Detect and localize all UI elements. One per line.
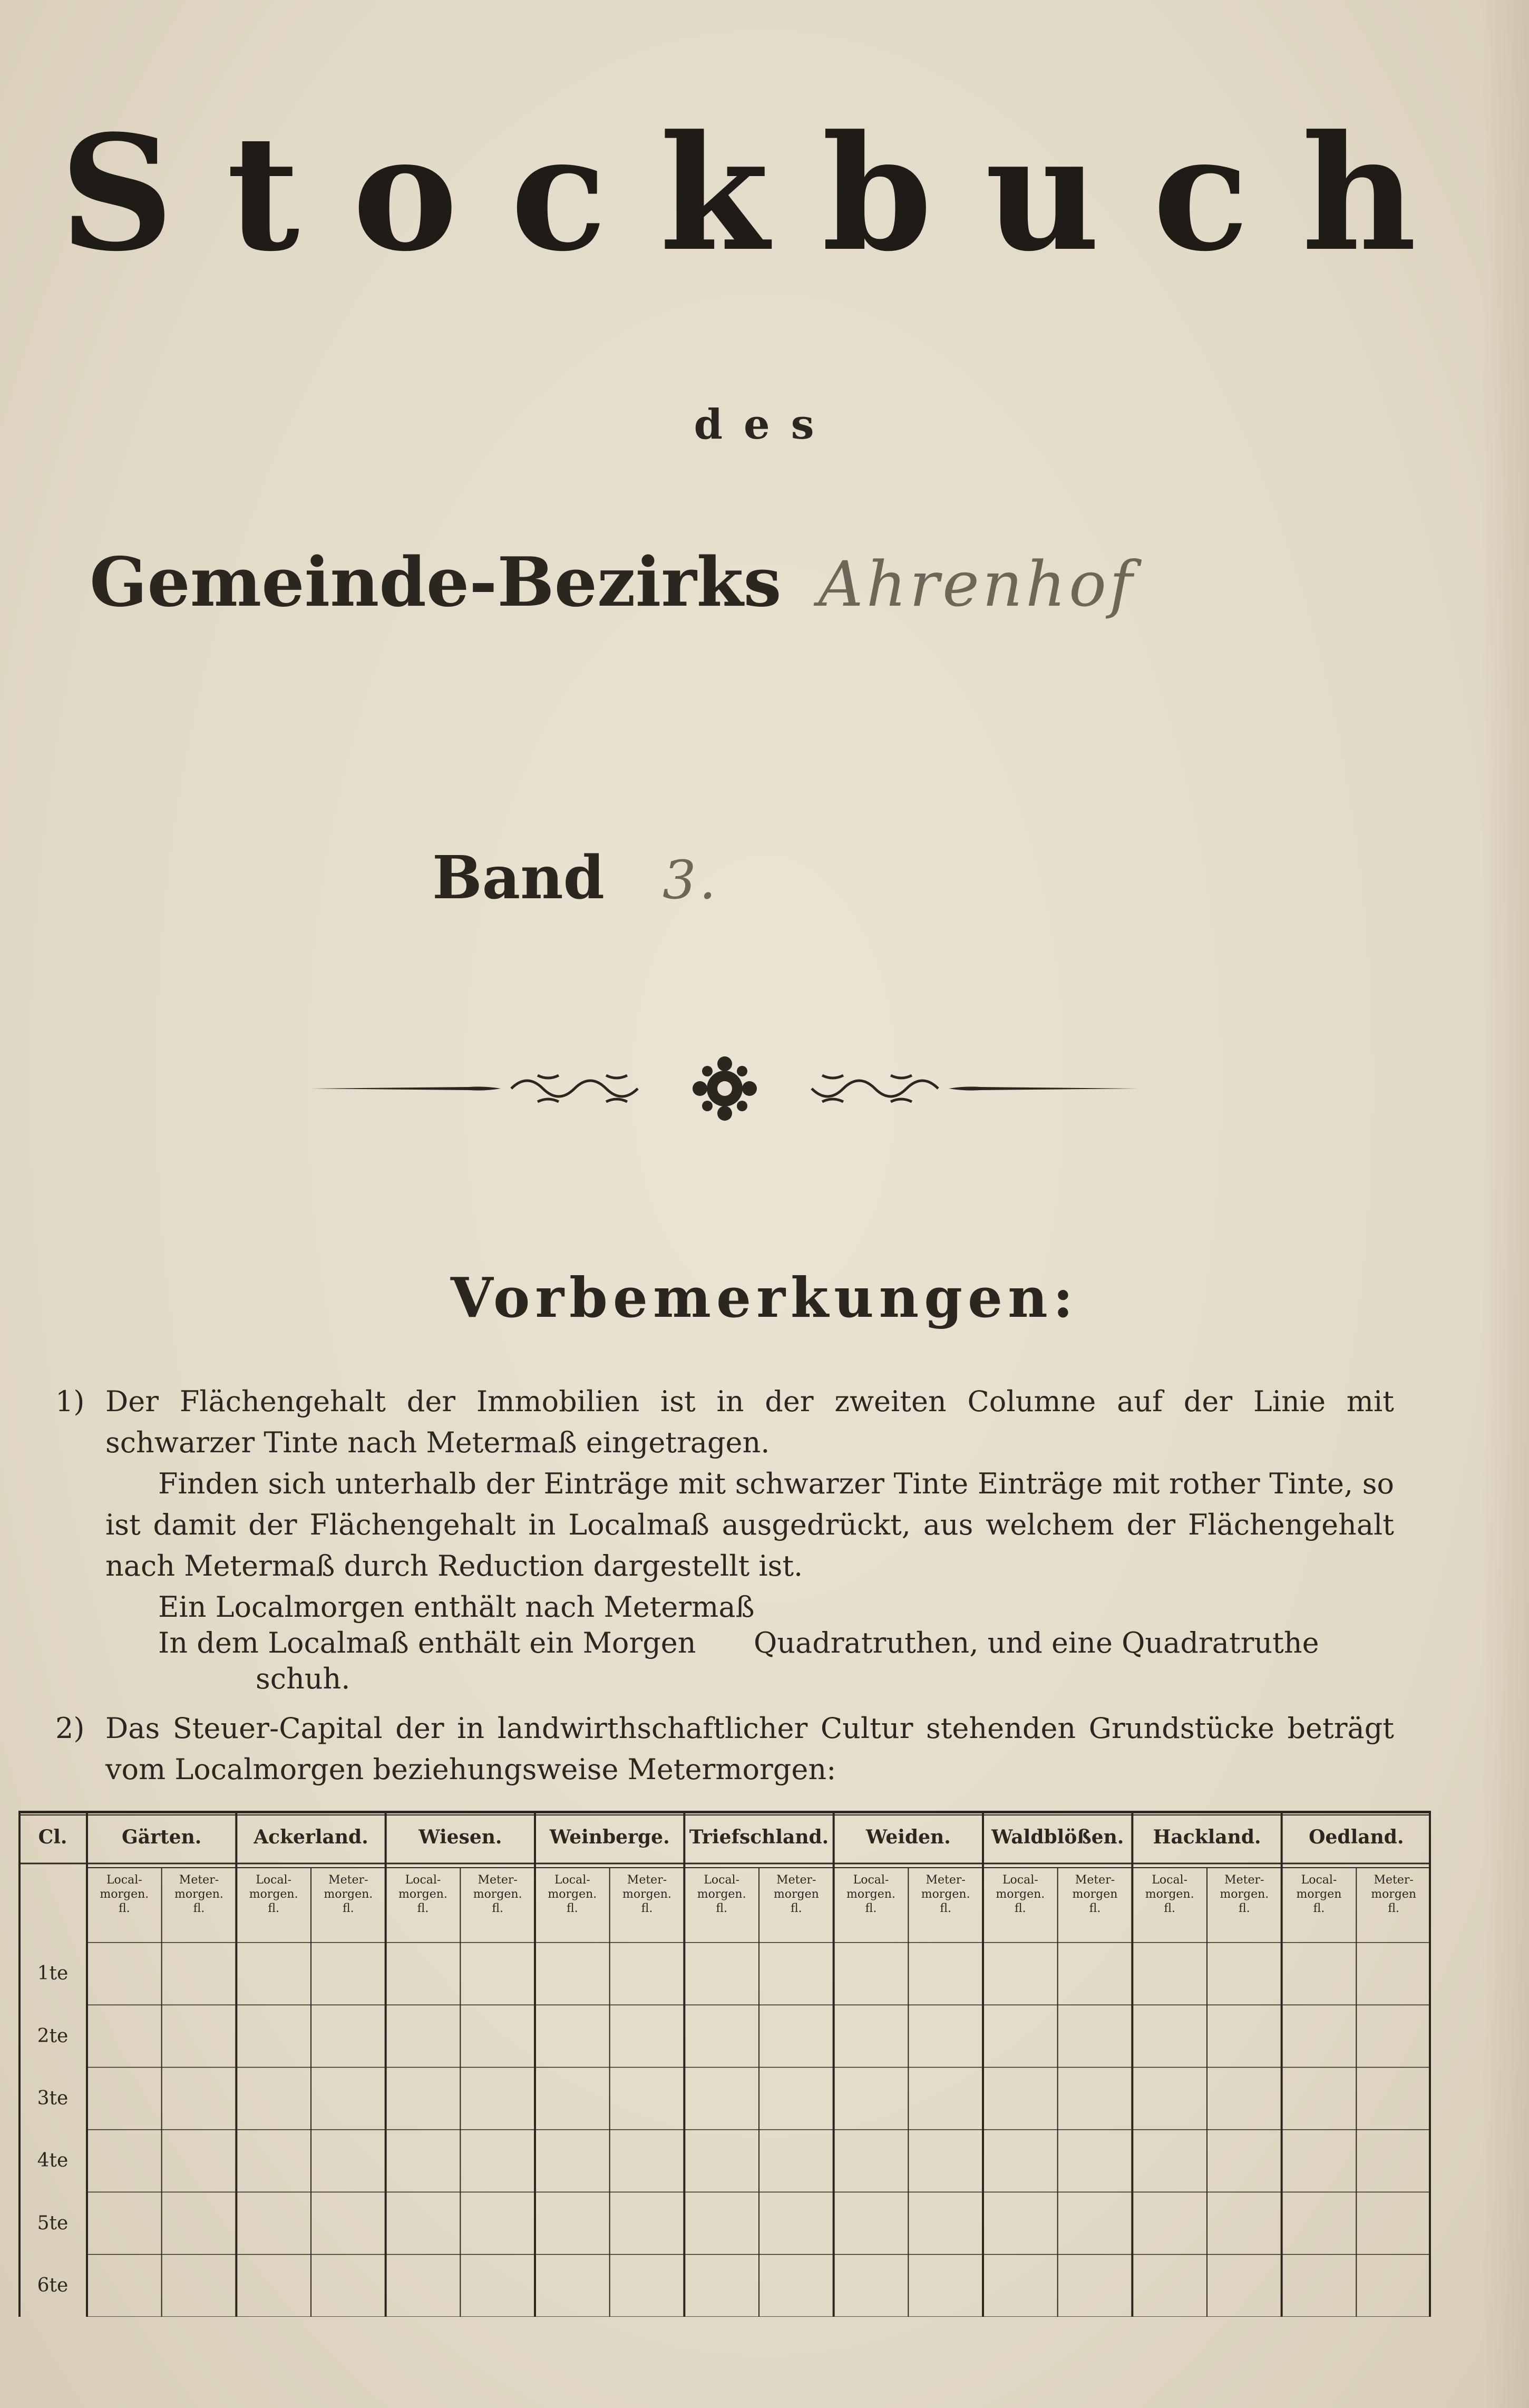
group-header: Weiden. bbox=[865, 1826, 951, 1848]
note-1-morgen-line: In dem Localmaß enthält ein Morgen bbox=[158, 1626, 696, 1659]
group-header: Hackland. bbox=[1153, 1826, 1261, 1848]
volume-line bbox=[432, 843, 719, 912]
sub-column-header: Meter- morgen. fl. bbox=[174, 1873, 223, 1915]
group-header: Wiesen. bbox=[418, 1826, 502, 1848]
sub-column-header: Meter- morgen. fl. bbox=[1220, 1873, 1269, 1915]
class-column-header: Cl. bbox=[38, 1826, 67, 1848]
group-header: Oedland. bbox=[1309, 1826, 1404, 1848]
group-header: Ackerland. bbox=[254, 1826, 368, 1848]
sub-column-header: Meter- morgen. fl. bbox=[473, 1873, 522, 1915]
tax-capital-table bbox=[18, 1811, 1431, 2317]
volume-label: Band bbox=[432, 843, 605, 912]
sub-column-header: Meter- morgen. fl. bbox=[622, 1873, 671, 1915]
district-label: Gemeinde-Bezirks bbox=[90, 543, 782, 622]
group-header: Weinberge. bbox=[549, 1826, 670, 1848]
page-edge-shadow bbox=[1482, 0, 1529, 2408]
sub-column-header: Local- morgen. fl. bbox=[398, 1873, 447, 1915]
section-title: Vorbemerkungen: bbox=[450, 1265, 1079, 1330]
sub-column-header: Meter- morgen. fl. bbox=[921, 1873, 970, 1915]
note-number-1: 1) bbox=[55, 1385, 85, 1418]
sub-column-header: Local- morgen. fl. bbox=[1145, 1873, 1194, 1915]
note-1-quadratruthen-line: Quadratruthen, und eine Quadratruthe bbox=[754, 1626, 1319, 1659]
sub-column-header: Local- morgen. fl. bbox=[697, 1873, 746, 1915]
row-class-label: 5te bbox=[37, 2212, 69, 2234]
sub-column-header: Local- morgen. fl. bbox=[100, 1873, 149, 1915]
sub-column-header: Meter- morgen fl. bbox=[1371, 1873, 1417, 1915]
decorative-ornament-icon bbox=[311, 1054, 1138, 1123]
row-class-label: 3te bbox=[37, 2087, 69, 2109]
note-1-red-ink-paragraph: Finden sich unterhalb der Einträge mit schwarzer Tinte Einträge mit rother Tinte, so ist damit der Flächengehalt in Localmaß ausgedrückt, aus welchem der Flächengehalt nach Metermaß durch Reduction dargestellt ist. bbox=[105, 1467, 1394, 1582]
volume-handwritten-number: 3. bbox=[662, 849, 719, 911]
group-header: Waldblößen. bbox=[991, 1826, 1124, 1848]
row-class-label: 4te bbox=[37, 2150, 69, 2172]
sub-column-header: Local- morgen. fl. bbox=[846, 1873, 895, 1915]
sub-column-header: Meter- morgen fl. bbox=[773, 1873, 819, 1915]
row-class-label: 1te bbox=[37, 1963, 69, 1985]
page-title: Stockbuch bbox=[60, 100, 1469, 286]
group-header: Gärten. bbox=[122, 1826, 202, 1848]
sub-column-header: Local- morgen fl. bbox=[1296, 1873, 1342, 1915]
row-class-label: 2te bbox=[37, 2025, 69, 2047]
sub-column-header: Local- morgen. fl. bbox=[249, 1873, 298, 1915]
note-1-paragraph: Der Flächengehalt der Immobilien ist in der zweiten Columne auf der Linie mit schwarzer Tinte nach Metermaß eingetragen. bbox=[105, 1385, 1394, 1459]
note-number-2: 2) bbox=[55, 1712, 85, 1745]
sub-column-header: Meter- morgen. fl. bbox=[324, 1873, 373, 1915]
title-des: des bbox=[694, 401, 835, 449]
sub-column-header: Meter- morgen fl. bbox=[1072, 1873, 1118, 1915]
note-1-schuh-line: schuh. bbox=[256, 1662, 350, 1695]
row-class-label: 6te bbox=[37, 2274, 69, 2296]
note-2-paragraph: Das Steuer-Capital der in landwirthschaftlicher Cultur stehenden Grundstücke beträgt vom Localmorgen beziehungsweise Metermorgen: bbox=[105, 1712, 1394, 1786]
sub-column-header: Local- morgen. fl. bbox=[996, 1873, 1045, 1915]
note-1-localmorgen-line: Ein Localmorgen enthält nach Metermaß bbox=[158, 1590, 755, 1624]
district-handwritten-name: Ahrenhof bbox=[818, 548, 1136, 620]
group-header: Triefschland. bbox=[689, 1826, 829, 1848]
sub-column-header: Local- morgen. fl. bbox=[548, 1873, 597, 1915]
district-line bbox=[90, 543, 1136, 622]
